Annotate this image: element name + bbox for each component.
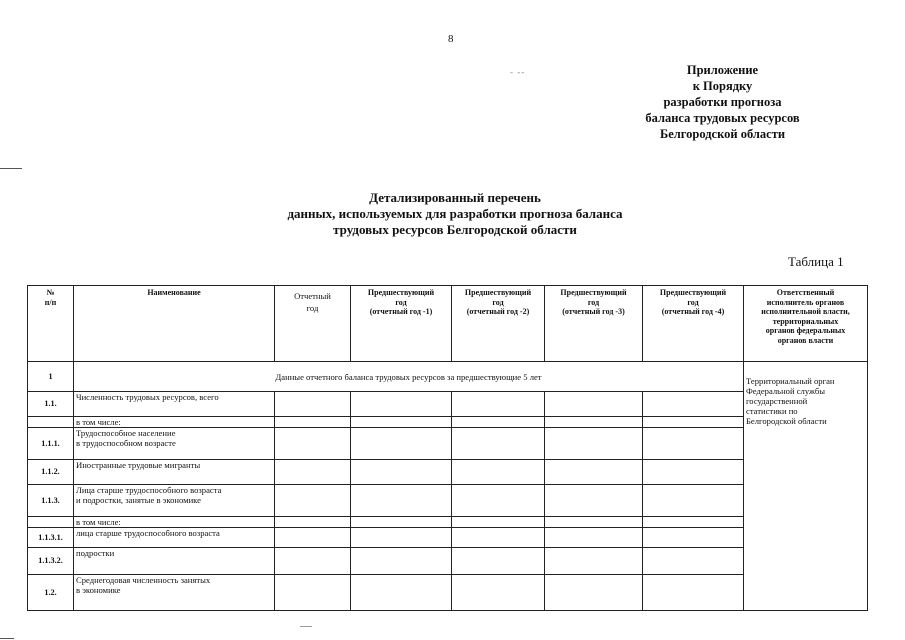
value-cell <box>275 460 351 485</box>
value-cell <box>351 392 452 417</box>
row-name: в том числе: <box>74 417 275 428</box>
value-cell <box>452 485 545 517</box>
value-cell <box>643 428 744 460</box>
row-name: лица старше трудоспособного возраста <box>74 528 275 548</box>
scan-mark <box>0 638 14 639</box>
value-cell <box>351 528 452 548</box>
value-cell <box>275 392 351 417</box>
value-cell <box>545 428 643 460</box>
value-cell <box>545 485 643 517</box>
table-row <box>28 428 868 460</box>
value-cell <box>643 548 744 575</box>
value-cell <box>545 460 643 485</box>
row-num: 1.2. <box>28 575 74 611</box>
header-num: № п/п <box>28 286 74 362</box>
row-name: Иностранные трудовые мигранты <box>74 460 275 485</box>
row-num: 1.1.1. <box>28 428 74 460</box>
table-label: Таблица 1 <box>788 254 844 269</box>
page-number: 8 <box>448 33 454 45</box>
appendix-line: Приложение <box>686 63 759 77</box>
row-name: подростки <box>74 548 275 575</box>
value-cell <box>545 417 643 428</box>
row-num: 1.1.2. <box>28 460 74 485</box>
row-num: 1.1.3.1. <box>28 528 74 548</box>
header-prev-year-2: Предшествующий год (отчетный год -2) <box>452 286 545 362</box>
value-cell <box>643 460 744 485</box>
row-num: 1.1. <box>28 392 74 417</box>
value-cell <box>351 460 452 485</box>
value-cell <box>275 575 351 611</box>
value-cell <box>275 548 351 575</box>
value-cell <box>275 428 351 460</box>
value-cell <box>275 485 351 517</box>
row-name: Лица старше трудоспособного возраста и подростки, занятые в экономике <box>74 485 275 517</box>
appendix-line: к Порядку <box>692 79 753 93</box>
value-cell <box>351 517 452 528</box>
table-row <box>28 548 868 575</box>
value-cell <box>452 417 545 428</box>
table-row <box>28 517 868 528</box>
table-row <box>28 392 868 417</box>
appendix-header <box>610 62 835 142</box>
value-cell <box>275 517 351 528</box>
table-row <box>28 575 868 611</box>
title-line: трудовых ресурсов Белгородской области <box>333 222 577 237</box>
section-row <box>28 362 868 392</box>
stray-mark: - -- <box>510 67 526 77</box>
value-cell <box>643 392 744 417</box>
value-cell <box>545 575 643 611</box>
table-row <box>28 485 868 517</box>
value-cell <box>452 428 545 460</box>
value-cell <box>452 528 545 548</box>
header-name: Наименование <box>74 286 275 362</box>
value-cell <box>643 517 744 528</box>
value-cell <box>545 528 643 548</box>
value-cell <box>545 517 643 528</box>
appendix-line: баланса трудовых ресурсов <box>645 111 800 125</box>
document-title <box>150 190 760 238</box>
value-cell <box>643 575 744 611</box>
value-cell <box>452 575 545 611</box>
row-num <box>28 517 74 528</box>
value-cell <box>275 528 351 548</box>
responsible-text: Территориальный орган Федеральной службы государственной статистики по Белгородской области <box>746 376 835 426</box>
value-cell <box>545 548 643 575</box>
row-name: Среднегодовая численность занятых в экономике <box>74 575 275 611</box>
row-name: в том числе: <box>74 517 275 528</box>
appendix-line: Белгородской области <box>659 127 786 141</box>
section-title: Данные отчетного баланса трудовых ресурсов за предшествующие 5 лет <box>74 362 744 392</box>
value-cell <box>643 417 744 428</box>
row-num <box>28 417 74 428</box>
title-line: данных, используемых для разработки прогноза баланса <box>287 206 623 221</box>
header-prev-year-4: Предшествующий год (отчетный год -4) <box>643 286 744 362</box>
row-num: 1.1.3.2. <box>28 548 74 575</box>
header-prev-year-1: Предшествующий год (отчетный год -1) <box>351 286 452 362</box>
table-row <box>28 528 868 548</box>
header-reporting-year: Отчетный год <box>275 286 351 362</box>
row-name: Трудоспособное население в трудоспособном возрасте <box>74 428 275 460</box>
value-cell <box>351 548 452 575</box>
data-table <box>27 285 868 611</box>
title-line: Детализированный перечень <box>369 190 541 205</box>
section-num: 1 <box>28 362 74 392</box>
row-name: Численность трудовых ресурсов, всего <box>74 392 275 417</box>
value-cell <box>351 428 452 460</box>
table-row <box>28 417 868 428</box>
header-responsible: Ответственный исполнитель органов исполнительной власти, территориальных органов федеральных органов власти <box>744 286 868 362</box>
value-cell <box>452 517 545 528</box>
value-cell <box>643 528 744 548</box>
responsible-cell <box>744 362 868 611</box>
header-row <box>28 286 868 362</box>
value-cell <box>545 392 643 417</box>
scan-mark <box>0 168 22 169</box>
value-cell <box>452 548 545 575</box>
header-prev-year-3: Предшествующий год (отчетный год -3) <box>545 286 643 362</box>
scan-mark <box>300 626 312 627</box>
row-num: 1.1.3. <box>28 485 74 517</box>
table-row <box>28 460 868 485</box>
value-cell <box>452 392 545 417</box>
value-cell <box>643 485 744 517</box>
value-cell <box>351 485 452 517</box>
value-cell <box>275 417 351 428</box>
appendix-line: разработки прогноза <box>663 95 782 109</box>
value-cell <box>351 575 452 611</box>
value-cell <box>351 417 452 428</box>
value-cell <box>452 460 545 485</box>
